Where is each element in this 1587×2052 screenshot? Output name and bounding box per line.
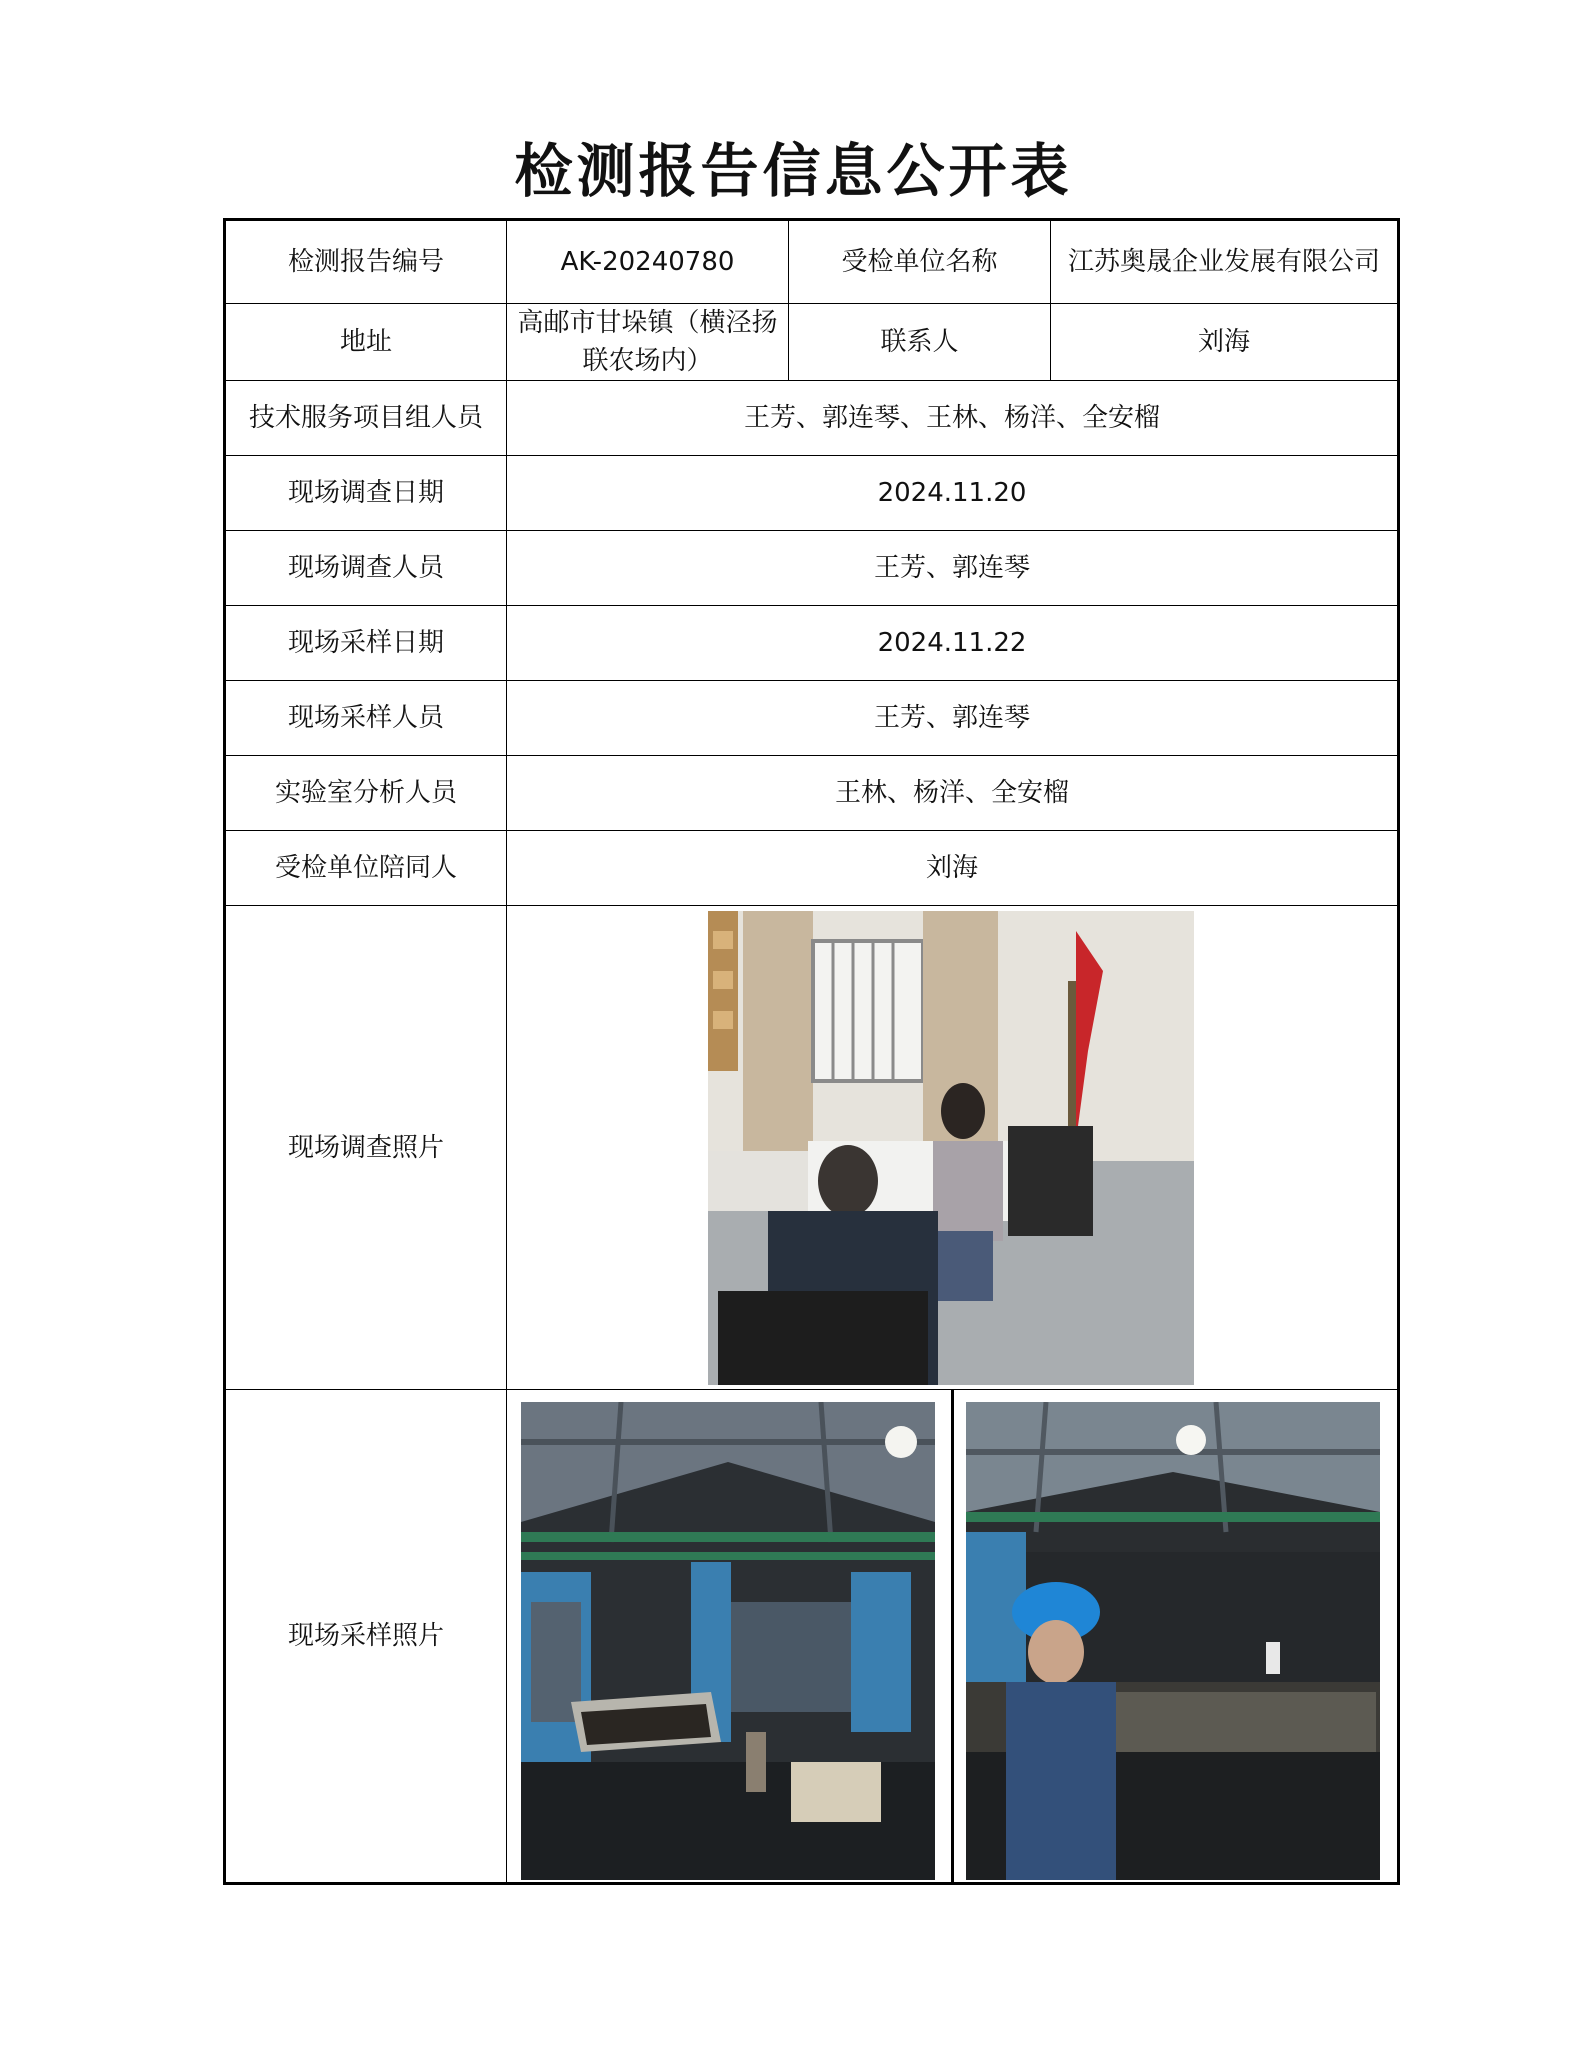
table-row: [225, 606, 1399, 681]
photo-divider: [951, 1390, 954, 1882]
table-row: [225, 304, 1399, 381]
sampling-photo-1-image: [521, 1402, 935, 1880]
table-row: [225, 456, 1399, 531]
survey-staff-label: 现场调查人员: [225, 531, 507, 606]
address-label: 地址: [225, 304, 507, 381]
sampling-photo-2-image: [966, 1402, 1380, 1880]
table-row: [225, 531, 1399, 606]
sampling-photo-2: [966, 1402, 1380, 1880]
report-no-label: 检测报告编号: [225, 220, 507, 304]
sampling-date-value: 2024.11.22: [507, 606, 1399, 681]
lab-staff-value: 王林、杨洋、全安榴: [507, 756, 1399, 831]
sampling-date-label: 现场采样日期: [225, 606, 507, 681]
survey-photo-image: [708, 911, 1194, 1385]
sampling-photo-cell: [507, 1390, 1399, 1884]
report-no-value: AK-20240780: [507, 220, 789, 304]
survey-photo: [708, 911, 1194, 1385]
table-row: [225, 756, 1399, 831]
table-row: [225, 1390, 1399, 1884]
contact-value: 刘海: [1051, 304, 1399, 381]
contact-label: 联系人: [789, 304, 1051, 381]
address-value: 高邮市甘垛镇（横泾扬联农场内）: [507, 304, 789, 381]
survey-date-value: 2024.11.20: [507, 456, 1399, 531]
table-row: [225, 906, 1399, 1390]
sampling-staff-label: 现场采样人员: [225, 681, 507, 756]
survey-staff-value: 王芳、郭连琴: [507, 531, 1399, 606]
escort-label: 受检单位陪同人: [225, 831, 507, 906]
lab-staff-label: 实验室分析人员: [225, 756, 507, 831]
unit-name-value: 江苏奥晟企业发展有限公司: [1051, 220, 1399, 304]
unit-name-label: 受检单位名称: [789, 220, 1051, 304]
sampling-photo-1: [521, 1402, 935, 1880]
survey-date-label: 现场调查日期: [225, 456, 507, 531]
escort-value: 刘海: [507, 831, 1399, 906]
table-row: [225, 681, 1399, 756]
table-row: [225, 220, 1399, 304]
team-value: 王芳、郭连琴、王林、杨洋、全安榴: [507, 381, 1399, 456]
team-label: 技术服务项目组人员: [225, 381, 507, 456]
page-title: 检测报告信息公开表: [514, 137, 1073, 205]
table-row: [225, 831, 1399, 906]
survey-photo-cell: [507, 906, 1399, 1390]
sampling-photo-label: 现场采样照片: [225, 1390, 507, 1884]
sampling-staff-value: 王芳、郭连琴: [507, 681, 1399, 756]
table-row: [225, 381, 1399, 456]
info-table: [223, 218, 1400, 1885]
survey-photo-label: 现场调查照片: [225, 906, 507, 1390]
